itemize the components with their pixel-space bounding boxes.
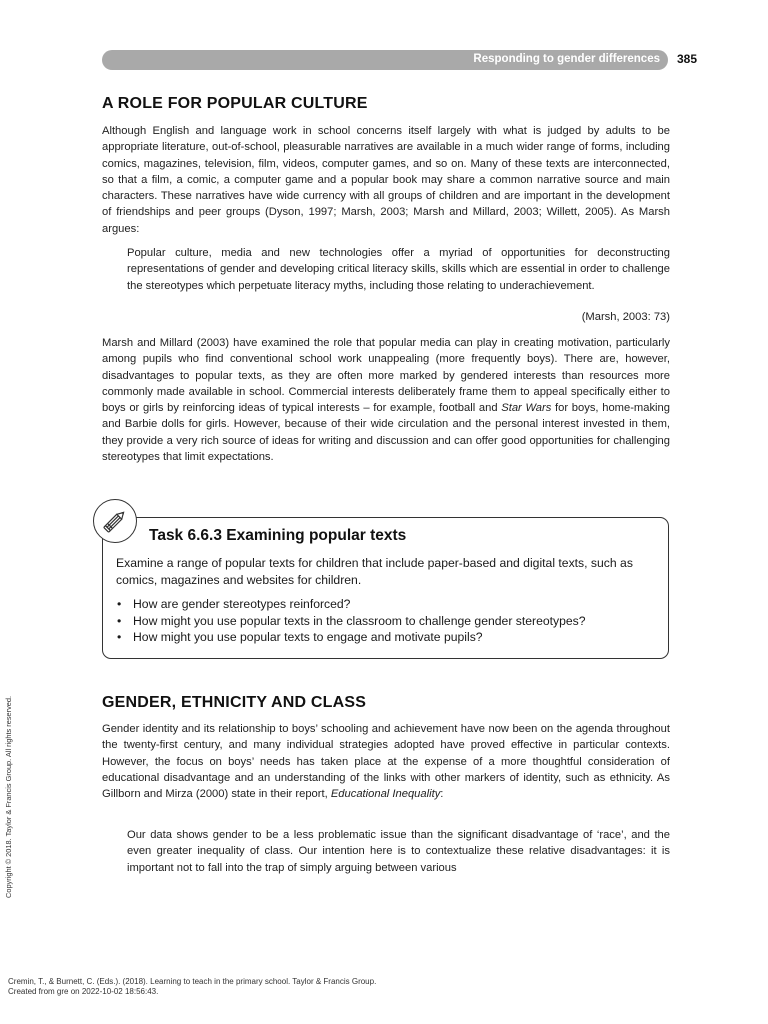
quote-citation: (Marsh, 2003: 73) <box>581 311 670 323</box>
bullet-icon: • <box>117 613 122 628</box>
block-quote: Popular culture, media and new technologies offer a myriad of opportunities for deconstructing representations of gender and developing critical literacy skills, skills which are essential in order to challenge the stereotypes which perpetuate literacy myths, including those relating to underachievement. <box>127 247 670 292</box>
body-paragraph: Although English and language work in school concerns itself largely with what is judged by adults to be appropriate literature, out-of-school, pleasurable narratives are available in a much wider range of forms, including comics, magazines, television, film, videos, computer games, and so on. Many of these texts are interconnected, so that a film, a comic, a computer game and a popular book may share a common narrative source and main characters. These narratives have wide currency with all groups of children and are important in the development of friendships and peer groups (Dyson, 1997; Marsh, 2003; Marsh and Millard, 2003; Willett, 2005). As Marsh argues: <box>102 125 670 235</box>
block-quote: Our data shows gender to be a less problematic issue than the significant disadvantage of ‘race’, and the even greater inequality of class. Our intention here is to contextualize these relative disadvantages: it is important not to fall into the trap of simply arguing between various <box>127 829 670 874</box>
list-item-text: How might you use popular texts in the classroom to challenge gender stereotypes? <box>133 613 586 628</box>
task-title: Task 6.6.3 Examining popular texts <box>149 527 407 544</box>
bullet-icon: • <box>117 630 122 644</box>
italic-title: Star Wars <box>501 402 552 415</box>
section-heading-popular-culture: A ROLE FOR POPULAR CULTURE <box>102 95 368 112</box>
body-paragraph <box>102 335 670 465</box>
section-heading-gender-ethnicity-class: GENDER, ETHNICITY AND CLASS <box>102 694 367 711</box>
list-item-text: How are gender stereotypes reinforced? <box>133 597 351 611</box>
italic-title: Educational Inequality <box>330 788 441 801</box>
page-number: 385 <box>677 52 698 66</box>
side-copyright-notice: Copyright © 2018. Taylor & Francis Group. All rights reserved. <box>4 695 13 898</box>
paragraph-text: Marsh and Millard (2003) have examined the role that popular media can play in creating motivation, particularly among pupils who find conventional school work unappealing (more frequently boys). There are, however, disadvantages to popular texts, as they are often more marked by gendered interests than resources more commonly made available in school. Commercial interests deliberately frame them to appeal specifically either to boys or girls by reinforcing ideas of typical interests – for example, football and <box>102 337 670 415</box>
list-item-text: How might you use popular texts to engage and motivate pupils? <box>133 630 483 644</box>
pencil-icon <box>93 499 137 543</box>
list-item <box>116 613 586 630</box>
paragraph-text: for boys, home-making and Barbie dolls for girls. However, because of their wide circulation and the personal interest invested in them, they provide a very rich source of ideas for writing and discussion and can offer good opportunities for challenging stereotypes that limit expectations. <box>102 402 670 464</box>
paragraph-text: : <box>440 788 444 801</box>
bullet-icon: • <box>117 597 122 611</box>
footer-line-2: Created from gre on 2022-10-02 18:56:43. <box>8 987 159 996</box>
paragraph-text: Gender identity and its relationship to boys’ schooling and achievement have now been on the agenda throughout the twenty-first century, and many individual strategies adopted have proved effective in particular contexts. However, the focus on boys’ needs has taken place at the expense of a more thoughtful consideration of educational disadvantage and an understanding of the links with other markers of identity, such as ethnicity. As Gillborn and Mirza (2000) state in their report, <box>102 723 670 801</box>
list-item <box>116 629 586 646</box>
task-intro: Examine a range of popular texts for children that include paper-based and digital texts, such as comics, magazines and websites for children. <box>116 556 633 587</box>
running-header-bar <box>102 50 668 70</box>
body-paragraph <box>102 721 670 802</box>
footer-line-1: Cremin, T., & Burnett, C. (Eds.). (2018). Learning to teach in the primary school. Taylor & Francis Group. <box>8 977 377 986</box>
task-bullet-list <box>116 596 586 646</box>
footer-citation <box>8 977 376 997</box>
running-header-title: Responding to gender differences <box>473 53 660 65</box>
list-item <box>116 596 586 613</box>
